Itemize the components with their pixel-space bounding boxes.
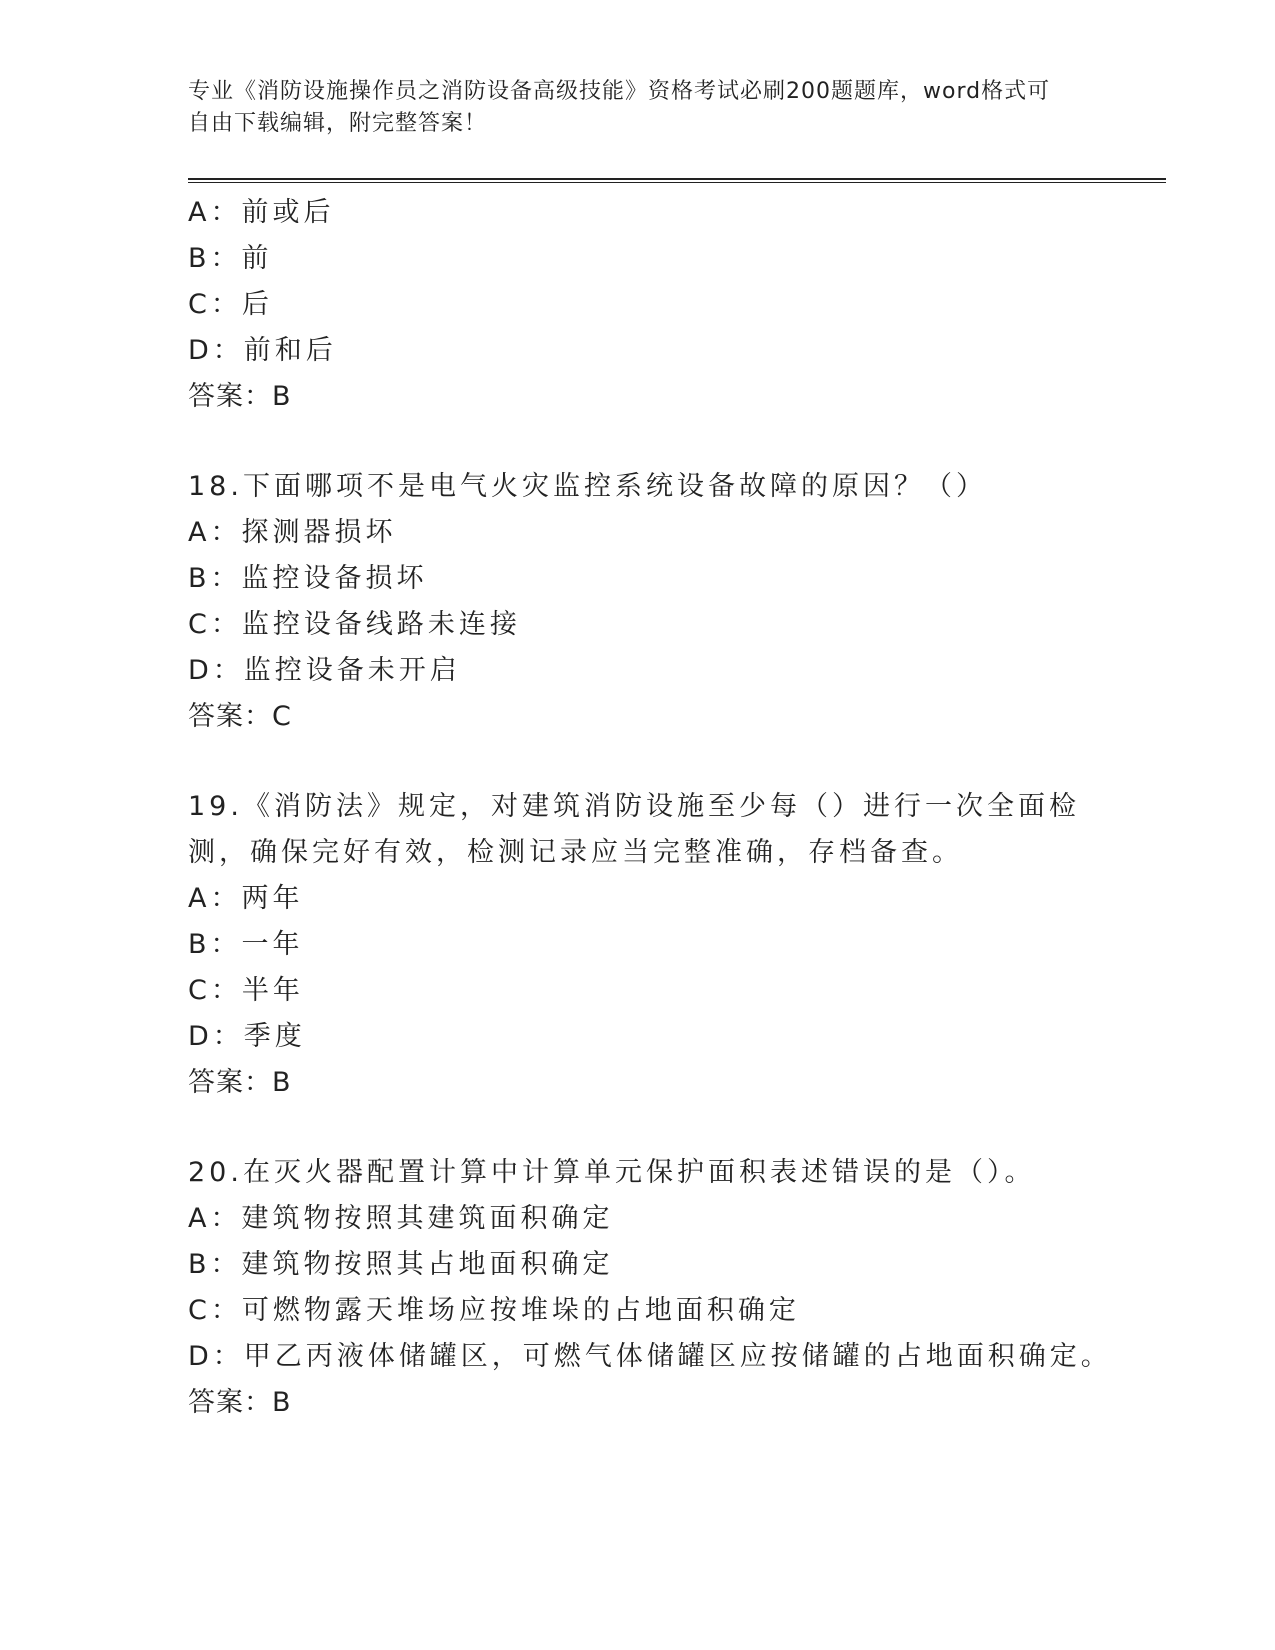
option-d: D：监控设备未开启	[188, 655, 461, 686]
option-d: D：季度	[188, 1021, 306, 1052]
question-text: 19.《消防法》规定，对建筑消防设施至少每（）进行一次全面检测，确保完好有效，检测记录应当完整准确，存档备查。	[188, 791, 1080, 868]
question-block-18	[188, 464, 1168, 740]
option-c: C：半年	[188, 975, 304, 1006]
page-header: 专业《消防设施操作员之消防设备高级技能》资格考试必刷200题题库，word格式可自由下载编辑，附完整答案！	[188, 79, 1051, 136]
option-a: A：探测器损坏	[188, 517, 397, 548]
answer: 答案：B	[188, 1067, 292, 1098]
header-divider	[188, 178, 1166, 183]
question-text: 20.在灭火器配置计算中计算单元保护面积表述错误的是（）。	[188, 1157, 1036, 1188]
option-b: B：建筑物按照其占地面积确定	[188, 1249, 614, 1280]
option-a: A：建筑物按照其建筑面积确定	[188, 1203, 614, 1234]
question-block-19	[188, 784, 1168, 1106]
question-text: 18.下面哪项不是电气火灾监控系统设备故障的原因？（）	[188, 471, 987, 502]
option-a: A：两年	[188, 883, 304, 914]
question-block-17	[188, 190, 1168, 420]
option-d: D：甲乙丙液体储罐区，可燃气体储罐区应按储罐的占地面积确定。	[188, 1341, 1112, 1372]
answer: 答案：C	[188, 701, 292, 732]
answer: 答案：B	[188, 1387, 292, 1418]
option-a: A：前或后	[188, 197, 335, 228]
option-c: C：后	[188, 289, 273, 320]
question-list	[188, 190, 1168, 1426]
option-c: C：可燃物露天堆场应按堆垛的占地面积确定	[188, 1295, 800, 1326]
answer: 答案：B	[188, 381, 292, 412]
option-d: D：前和后	[188, 335, 337, 366]
option-b: B：前	[188, 243, 273, 274]
option-b: B：监控设备损坏	[188, 563, 428, 594]
option-b: B：一年	[188, 929, 304, 960]
option-c: C：监控设备线路未连接	[188, 609, 521, 640]
question-block-20	[188, 1150, 1168, 1426]
